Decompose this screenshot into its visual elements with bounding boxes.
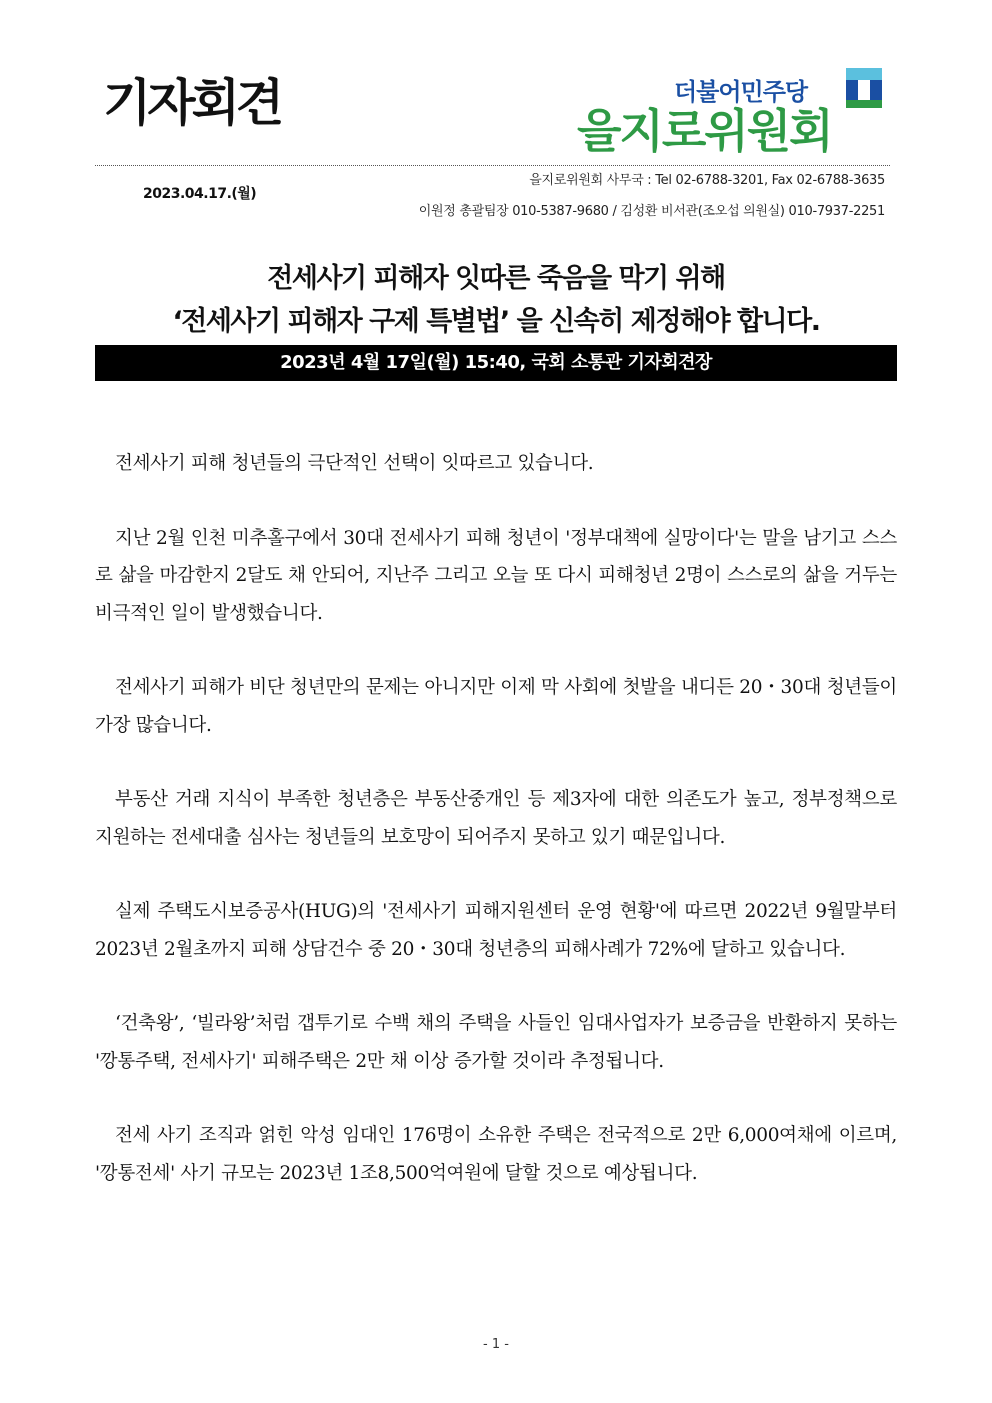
paragraph: 전세 사기 조직과 얽힌 악성 임대인 176명이 소유한 주택은 전국적으로 2만 6,000여채에 이르며, '깡통전세' 사기 규모는 2023년 1조8,500억여원에 달할 것으로 예상됩니다.	[95, 1125, 897, 1184]
page-number: - 1 -	[483, 1337, 509, 1352]
event-info-bar: 2023년 4월 17일(월) 15:40, 국회 소통관 기자회견장	[95, 345, 897, 381]
contact-office: 을지로위원회 사무국 : Tel 02-6788-3201, Fax 02-6788-3635	[529, 173, 885, 188]
headline-line-1: 전세사기 피해자 잇따른 죽음을 막기 위해	[267, 263, 725, 294]
party-name: 더불어민주당	[674, 78, 808, 106]
press-release-body	[95, 445, 897, 1229]
headline-line-2: ‘전세사기 피해자 구제 특별법’ 을 신속히 제정해야 합니다.	[172, 306, 820, 337]
paragraph: 부동산 거래 지식이 부족한 청년층은 부동산중개인 등 제3자에 대한 의존도가 높고, 정부정책으로 지원하는 전세대출 심사는 청년들의 보호망이 되어주지 못하고 있기 때문입니다.	[95, 789, 897, 848]
party-logo-icon	[840, 64, 888, 112]
paragraph: 전세사기 피해 청년들의 극단적인 선택이 잇따르고 있습니다.	[115, 453, 594, 474]
paragraph: 지난 2월 인천 미추홀구에서 30대 전세사기 피해 청년이 '정부대책에 실망이다'는 말을 남기고 스스로 삶을 마감한지 2달도 채 안되어, 지난주 그리고 오늘 또 다시 피해청년 2명이 스스로의 삶을 거두는 비극적인 일이 발생했습니다.	[95, 527, 897, 624]
paragraph: 실제 주택도시보증공사(HUG)의 '전세사기 피해지원센터 운영 현황'에 따르면 2022년 9월말부터 2023년 2월초까지 피해 상담건수 중 20・30대 청년층의 피해사례가 72%에 달하고 있습니다.	[95, 901, 897, 960]
paragraph: 전세사기 피해가 비단 청년만의 문제는 아니지만 이제 막 사회에 첫발을 내디든 20・30대 청년들이 가장 많습니다.	[95, 677, 897, 736]
committee-name: 을지로위원회	[577, 104, 832, 158]
paragraph: ‘건축왕’, ‘빌라왕’처럼 갭투기로 수백 채의 주택을 사들인 임대사업자가 보증금을 반환하지 못하는 '깡통주택, 전세사기' 피해주택은 2만 채 이상 증가할 것이라 추정됩니다.	[95, 1013, 897, 1072]
document-type-title: 기자회견	[103, 74, 281, 132]
header-divider	[95, 165, 890, 166]
press-date: 2023.04.17.(월)	[143, 186, 257, 202]
contact-people: 이원정 총괄팀장 010-5387-9680 / 김성환 비서관(조오섭 의원실) 010-7937-2251	[418, 204, 885, 219]
